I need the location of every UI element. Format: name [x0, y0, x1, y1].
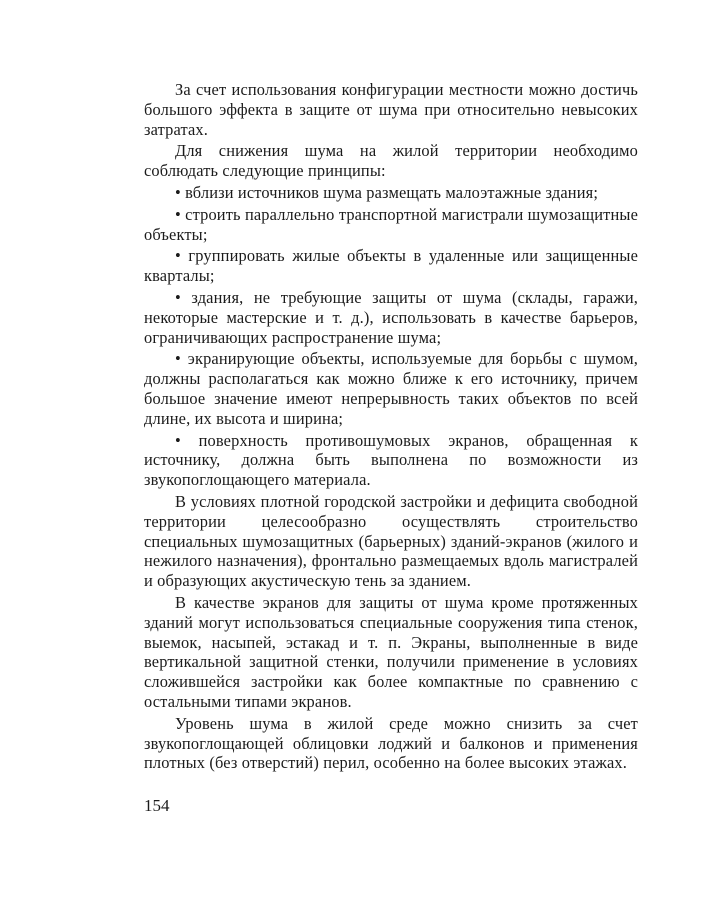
paragraph-screen-buildings: В условиях плотной городской застройки и дефицита свободной территории целесообразно осуществлять строительство специальных шумозащитных (барьерных) зданий-экранов (жилого и нежилого назначения), фронтально размещаемых вдоль магистралей и образующих акустическую тень за зданием. — [144, 491, 638, 591]
list-item-non-residential: • здания, не требующие защиты от шума (склады, гаражи, некоторые мастерские и т. д.), использовать в качестве барьеров, ограничивающих распространение шума; — [144, 287, 638, 347]
paragraph-screen-structures: В качестве экранов для защиты от шума кроме протяженных зданий могут использоваться специальные сооружения типа стенок, выемок, насыпей, эстакад и т. п. Экраны, выполненные в виде вертикальной защитной стенки, получили применение в условиях сложившейся застройки как более компактные по сравнению с остальными типами экранов. — [144, 592, 638, 711]
paragraph-terrain: За счет использования конфигурации местности можно достичь большого эффекта в защите от шума при относительно невысоких затратах. — [144, 80, 638, 139]
list-item-noise-barriers: • строить параллельно транспортной магистрали шумозащитные объекты; — [144, 204, 638, 244]
page-body — [144, 80, 638, 773]
list-item-screening: • экранирующие объекты, используемые для борьбы с шумом, должны располагаться как можно ближе к его источнику, причем большое значение имеют непрерывность таких объектов по всей длине, их высота и ширина; — [144, 349, 638, 428]
list-item-low-rise: • вблизи источников шума размещать малоэтажные здания; — [175, 182, 599, 202]
paragraph-residential-noise: Уровень шума в жилой среде можно снизить за счет звукопоглощающей облицовки лоджий и балконов и применения плотных (без отверстий) перил, особенно на более высоких этажах. — [144, 713, 638, 773]
paragraph-principles-intro: Для снижения шума на жилой территории необходимо соблюдать следующие принципы: — [144, 141, 638, 181]
page-number: 154 — [144, 796, 170, 815]
list-item-absorbing-surface: • поверхность противошумовых экранов, обращенная к источнику, должна быть выполнена по возможности из звукопоглощающего материала. — [144, 430, 638, 490]
list-item-grouping: • группировать жилые объекты в удаленные или защищенные кварталы; — [144, 246, 638, 286]
